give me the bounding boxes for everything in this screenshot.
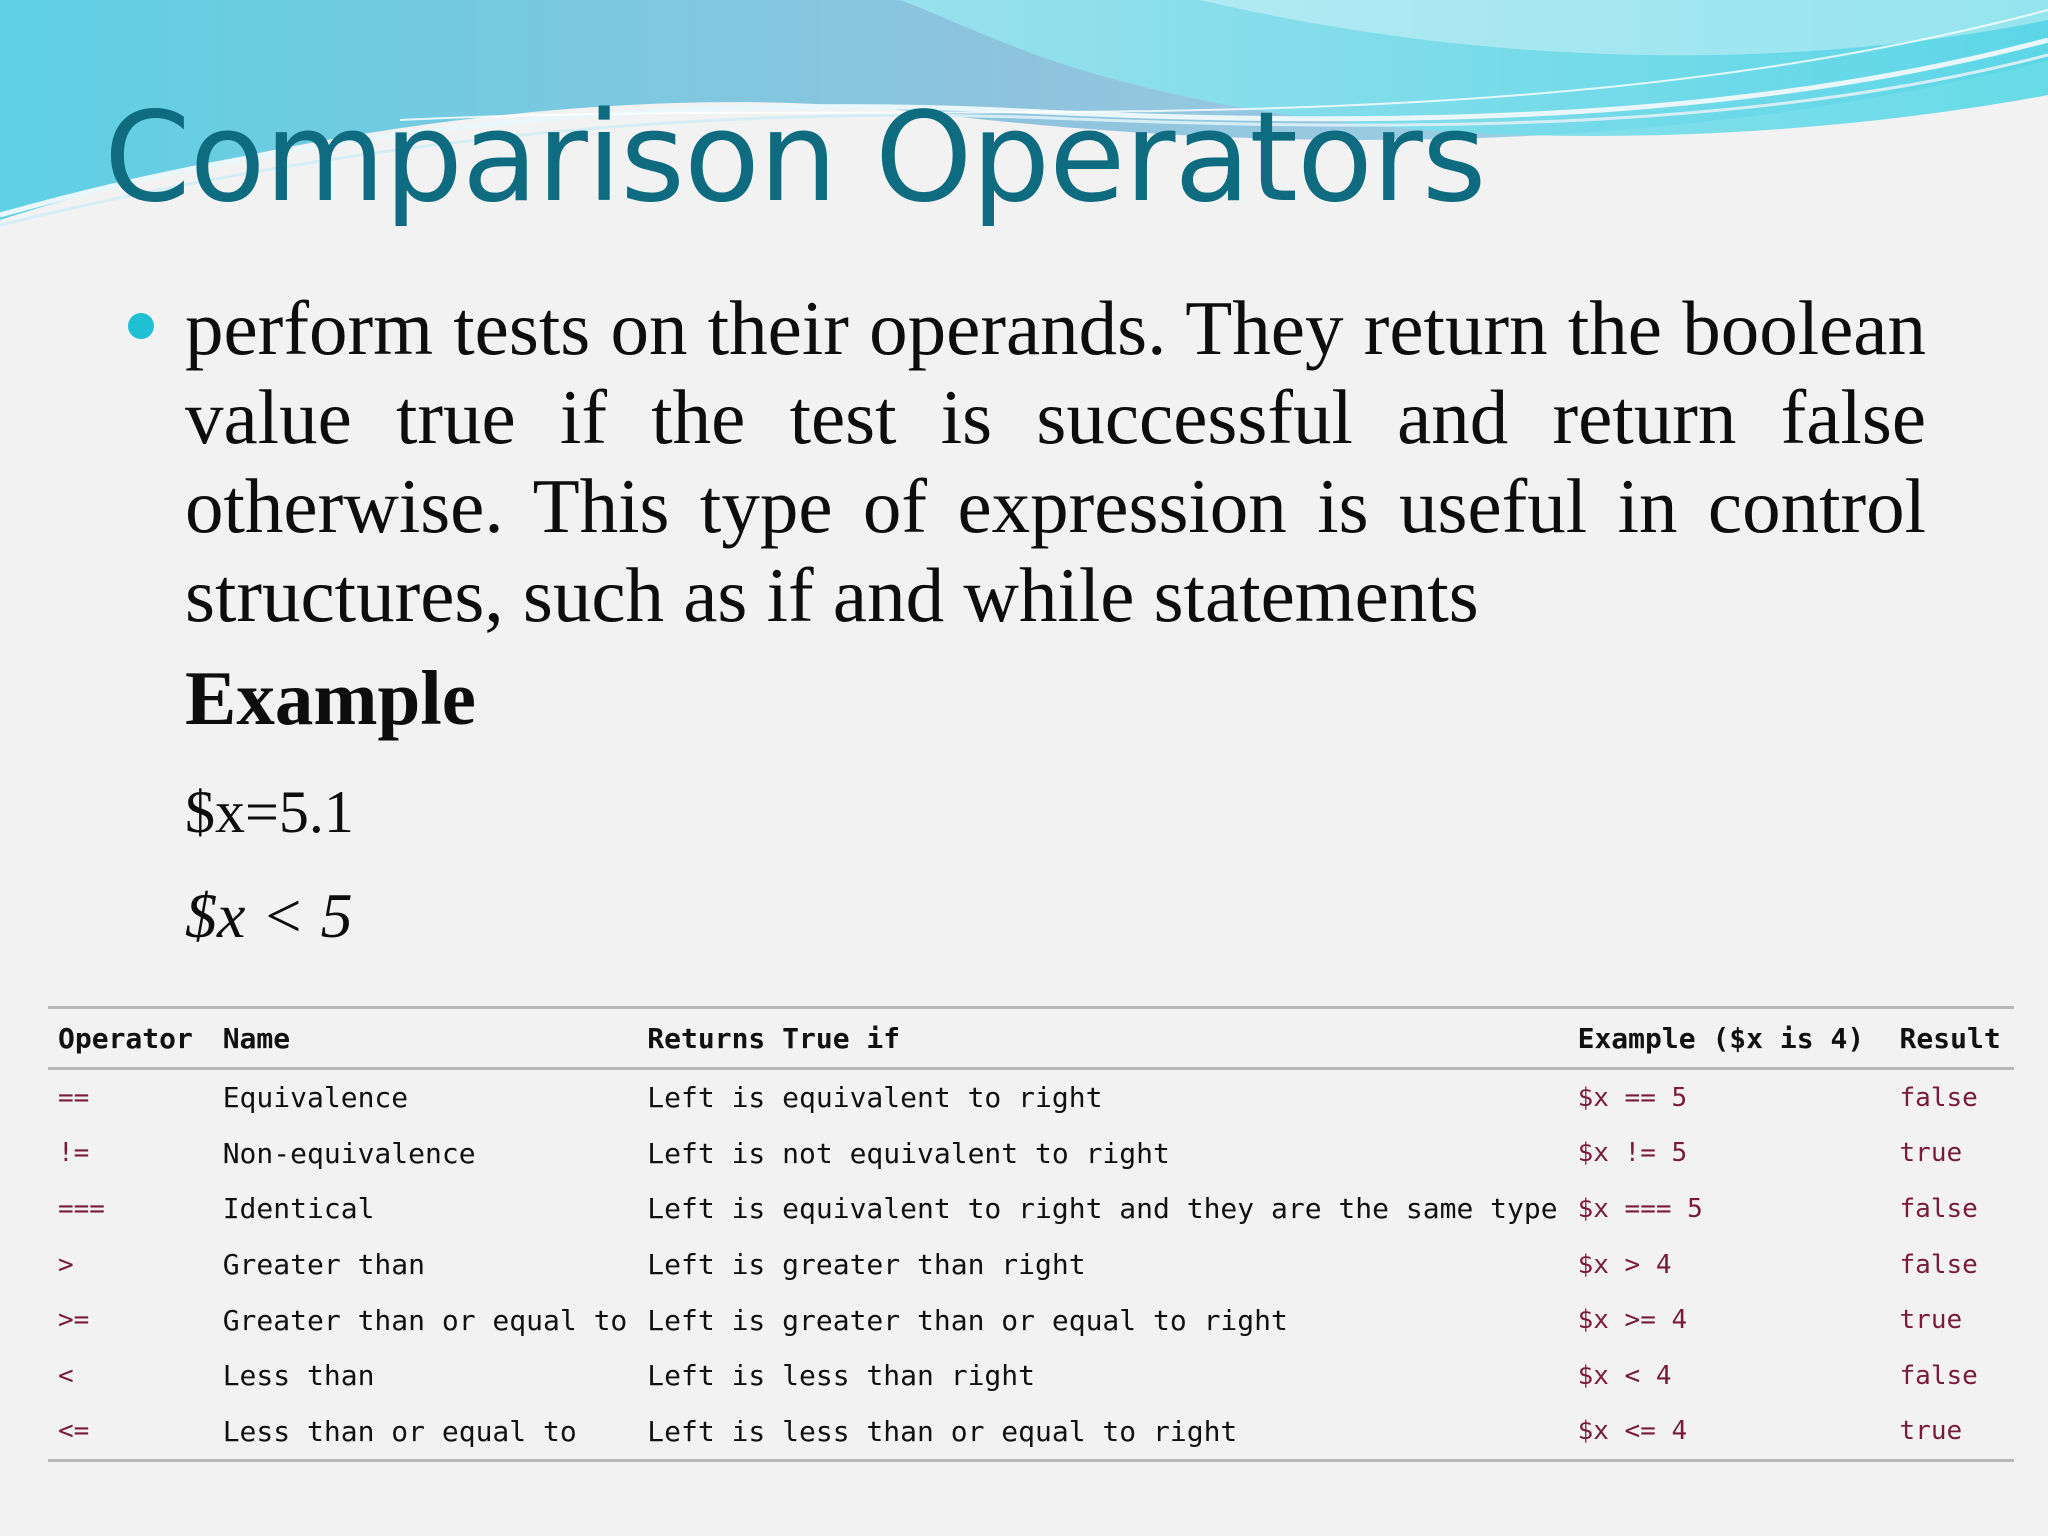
condition-cell: Left is greater than or equal to right (647, 1303, 1288, 1337)
condition-cell: Left is greater than right (647, 1248, 1086, 1282)
example-line-1: $x=5.1 (185, 779, 354, 845)
slide-title: Comparison Operators (104, 86, 1486, 230)
operators-table (48, 1006, 2014, 1462)
operator-cell: >= (58, 1305, 90, 1336)
table-row (48, 1069, 2014, 1126)
result-cell: false (1899, 1082, 1978, 1113)
result-cell: false (1899, 1193, 1978, 1224)
name-cell: Identical (222, 1192, 375, 1226)
condition-cell: Left is equivalent to right and they are the same type (647, 1192, 1558, 1226)
operator-cell: <= (48, 1404, 213, 1461)
example-cell: $x === 5 (1577, 1193, 1703, 1224)
header-result: Result (1890, 1008, 2014, 1069)
example-heading: Example (185, 655, 476, 741)
result-cell: false (1899, 1249, 1978, 1280)
bullet-icon (128, 313, 154, 339)
operator-cell: == (58, 1082, 90, 1113)
example-cell: $x >= 4 (1577, 1305, 1688, 1336)
result-cell: true (1899, 1305, 1963, 1336)
bullet-text: perform tests on their operands. They return the boolean value true if the test is successful and return false otherwise. This type of expression is useful in control structures, such as if and while statements (185, 285, 1926, 638)
header-returns-true-if: Returns True if (637, 1008, 1567, 1069)
operator-cell: != (58, 1138, 90, 1169)
operator-cell: < (58, 1360, 74, 1391)
table-row (48, 1404, 2014, 1461)
table-row (48, 1237, 2014, 1293)
result-cell: false (1899, 1360, 1978, 1391)
table-header-row (48, 1008, 2014, 1069)
condition-cell: Left is equivalent to right (647, 1081, 1103, 1115)
result-cell: true (1899, 1138, 1963, 1169)
name-cell: Greater than (222, 1248, 425, 1282)
result-cell: true (1890, 1404, 2014, 1461)
table-row (48, 1181, 2014, 1237)
example-cell: $x < 4 (1577, 1360, 1672, 1391)
name-cell: Equivalence (222, 1081, 409, 1115)
example-line-2: $x < 5 (185, 880, 353, 951)
example-cell: $x > 4 (1577, 1249, 1672, 1280)
table-row (48, 1292, 2014, 1348)
example-cell: $x != 5 (1577, 1138, 1688, 1169)
table-row (48, 1126, 2014, 1182)
header-example: Example ($x is 4) (1568, 1008, 1890, 1069)
operator-cell: > (58, 1249, 74, 1280)
name-cell: Greater than or equal to (222, 1303, 628, 1337)
condition-cell: Left is less than right (647, 1359, 1036, 1393)
header-name: Name (213, 1008, 638, 1069)
name-cell: Less than (222, 1359, 375, 1393)
example-cell: $x <= 4 (1568, 1404, 1890, 1461)
name-cell: Non-equivalence (222, 1136, 476, 1170)
condition-cell: Left is not equivalent to right (647, 1136, 1170, 1170)
example-cell: $x == 5 (1577, 1082, 1688, 1113)
table-row (48, 1348, 2014, 1404)
header-operator: Operator (48, 1008, 213, 1069)
name-cell: Less than or equal to (213, 1404, 638, 1461)
condition-cell: Left is less than or equal to right (637, 1404, 1567, 1461)
operator-cell: === (58, 1193, 105, 1224)
